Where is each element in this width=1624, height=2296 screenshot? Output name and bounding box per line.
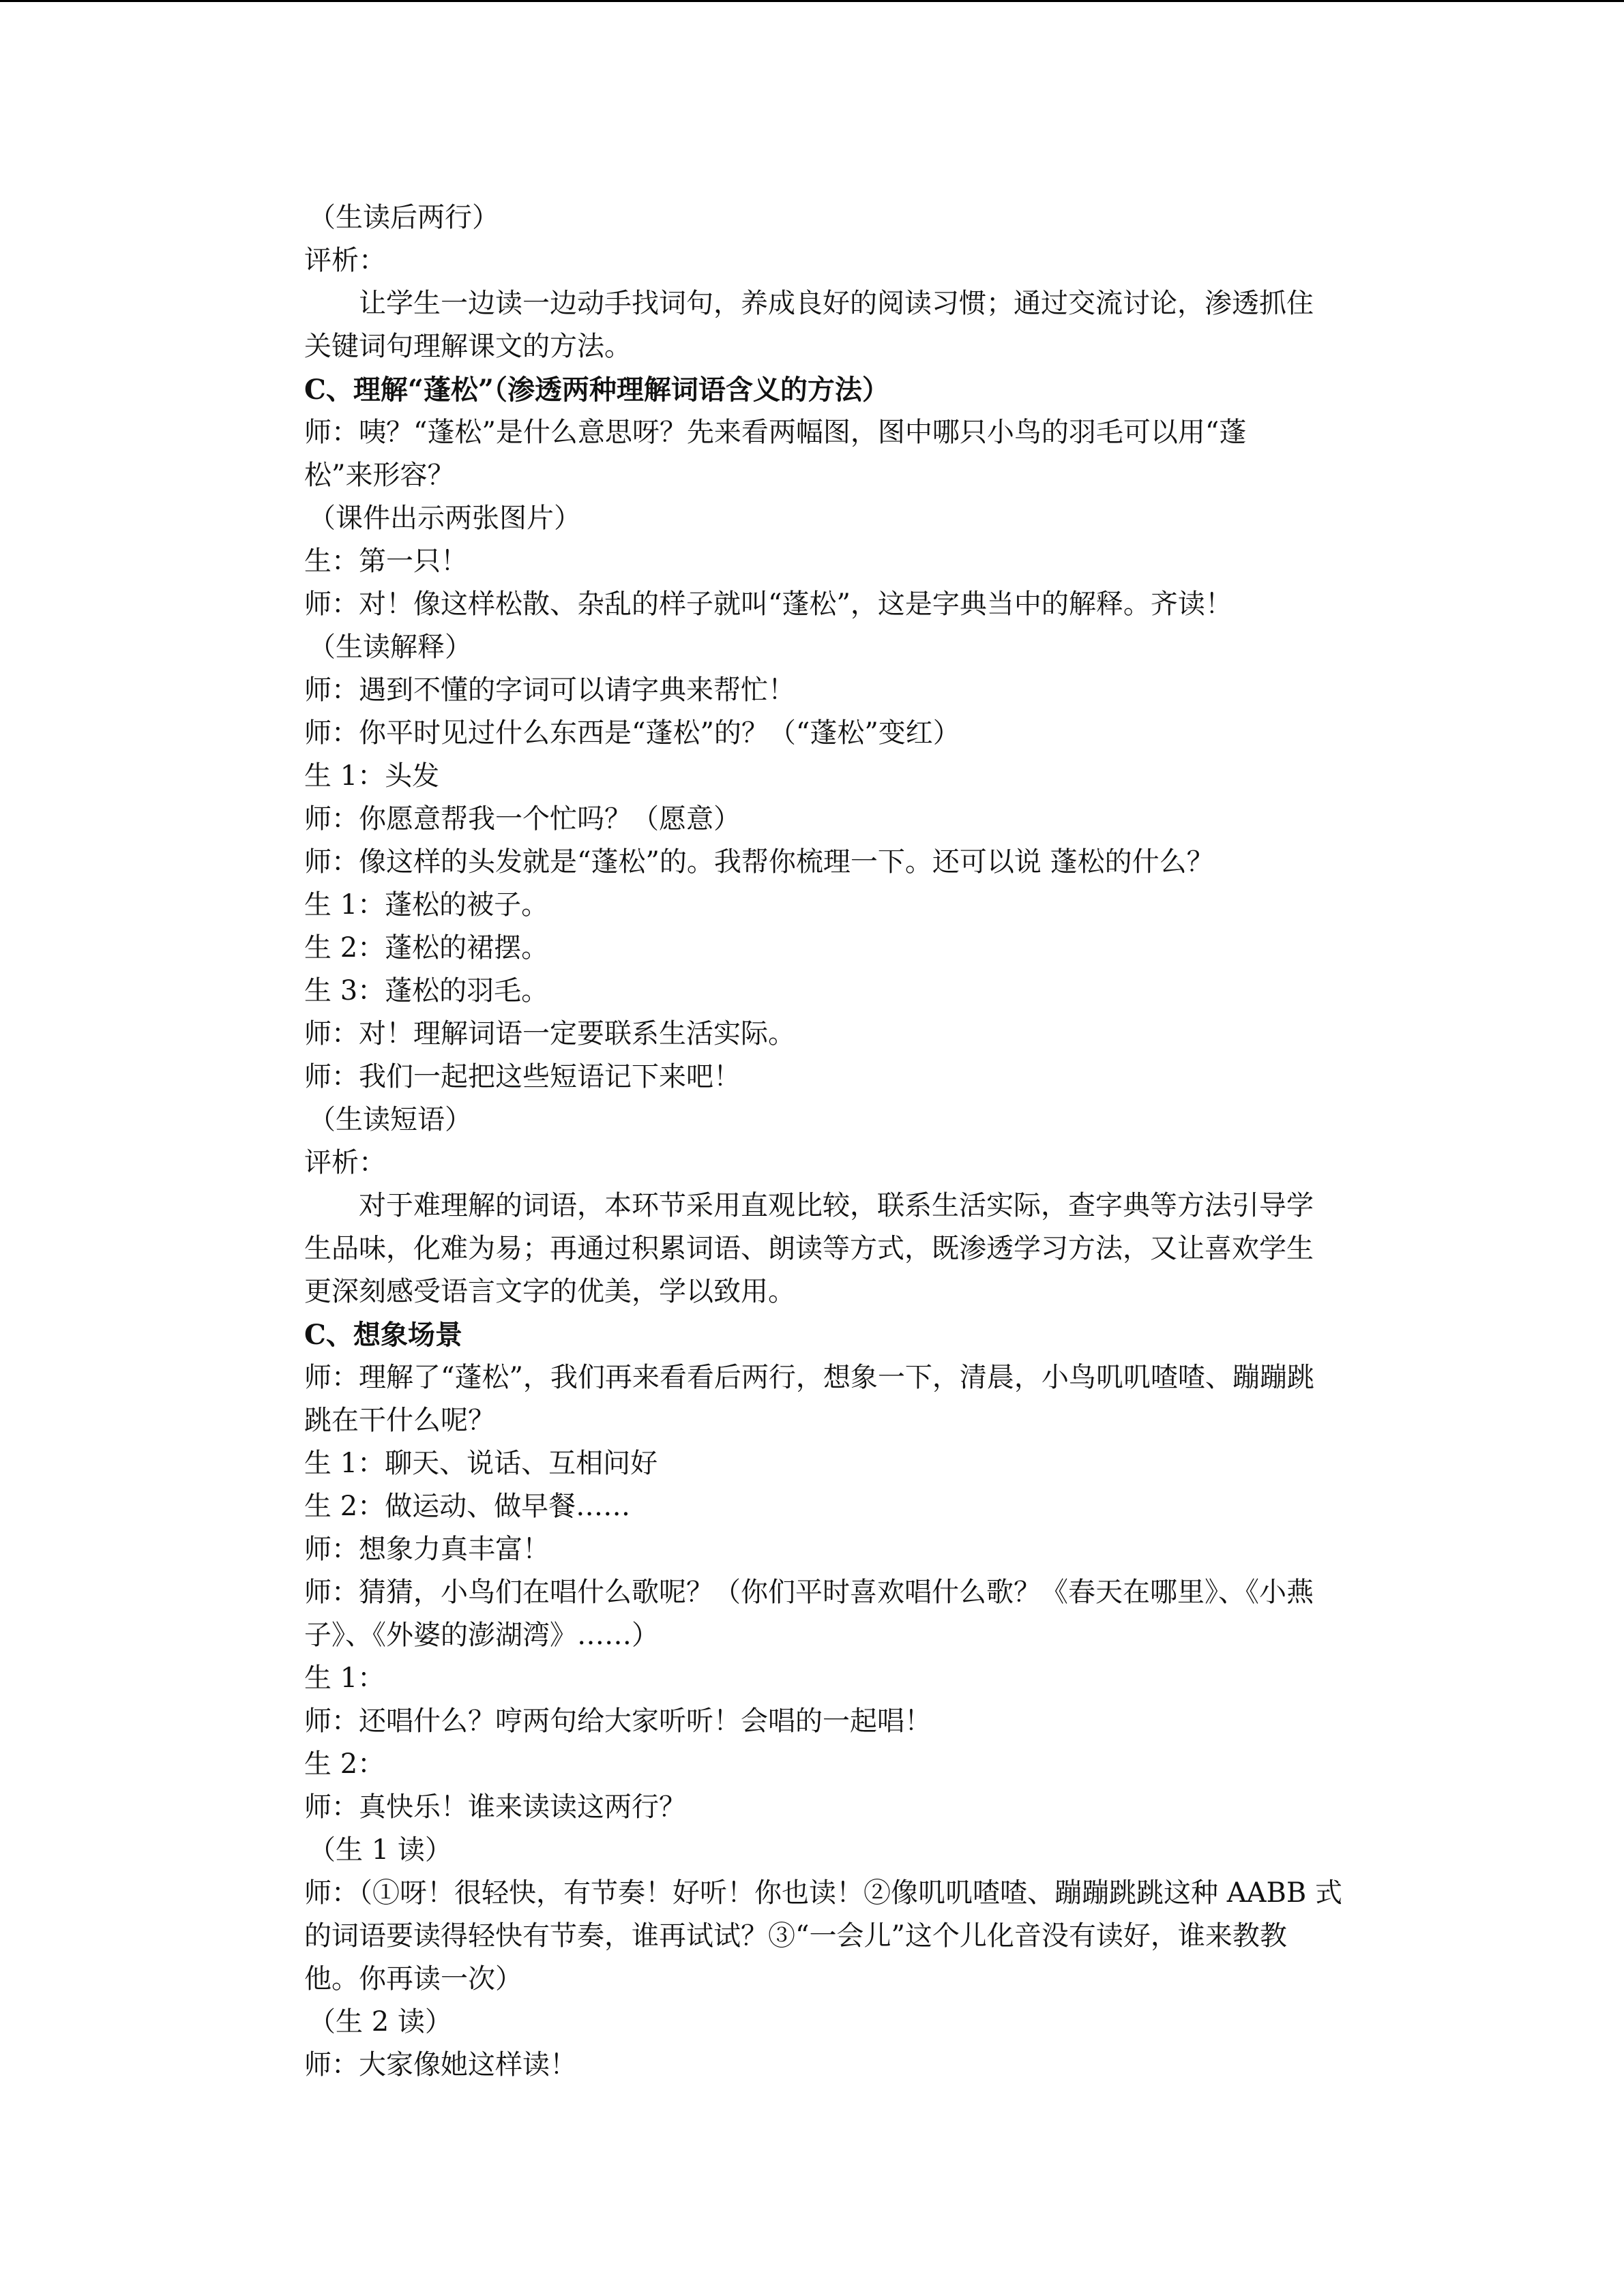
text-line: 师：我们一起把这些短语记下来吧！ [304,1061,741,1092]
text-line: 师：大家像她这样读！ [304,2049,577,2081]
text-line: 让学生一边读一边动手找词句，养成良好的阅读习惯；通过交流讨论，渗透抓住 [359,288,1314,319]
text-line: 师：（①呀！很轻快，有节奏！好听！你也读！②像叽叽喳喳、蹦蹦跳跳这种 AABB 式 [304,1877,1342,1909]
text-line: （生读解释） [308,631,472,663]
text-line: 生 1：聊天、说话、互相问好 [304,1448,658,1479]
text-line: 评析： [304,1147,386,1178]
text-line: 师：像这样的头发就是“蓬松”的。我帮你梳理一下。还可以说 蓬松的什么？ [304,846,1214,878]
text-line: 师：想象力真丰富！ [304,1534,550,1565]
page-top-border [0,0,1624,2]
text-line: 师：理解了“蓬松”，我们再来看看后两行，想象一下，清晨，小鸟叽叽喳喳、蹦蹦跳 [304,1362,1314,1393]
text-line: 师：你平时见过什么东西是“蓬松”的？（“蓬松”变红） [304,717,960,749]
text-line: 子》、《外婆的澎湖湾》……） [304,1620,659,1651]
text-line: 生 1：蓬松的被子。 [304,889,549,921]
text-line: 生 2：蓬松的裙摆。 [304,932,549,964]
text-line: 师：真快乐！谁来读读这两行？ [304,1791,686,1823]
text-line: 更深刻感受语言文字的优美，学以致用。 [304,1276,795,1307]
text-line: （生 1 读） [308,1834,452,1866]
text-line: 师：还唱什么？哼两句给大家听听！会唱的一起唱！ [304,1705,932,1737]
document-body [304,196,1382,2087]
text-line: 生 1：头发 [304,760,440,792]
text-line: 师：猜猜，小鸟们在唱什么歌呢？（你们平时喜欢唱什么歌？《春天在哪里》、《小燕 [304,1577,1314,1608]
text-line: 生 2：做运动、做早餐…… [304,1491,631,1522]
text-line: 师：对！理解词语一定要联系生活实际。 [304,1018,795,1049]
text-line: 师：咦？“蓬松”是什么意思呀？先来看两幅图，图中哪只小鸟的羽毛可以用“蓬 [304,417,1247,448]
text-line: 他。你再读一次） [304,1963,522,1995]
text-line: （课件出示两张图片） [308,503,581,534]
text-line: 师：遇到不懂的字词可以请字典来帮忙！ [304,674,795,706]
text-line: 松”来形容？ [304,460,455,491]
text-line: 跳在干什么呢？ [304,1405,495,1436]
text-line: 关键词句理解课文的方法。 [304,331,632,362]
text-line: 生：第一只！ [304,546,468,577]
text-line: 师：你愿意帮我一个忙吗？（愿意） [304,803,741,835]
section-heading: C、理解“蓬松”（渗透两种理解词语含义的方法） [304,374,889,406]
section-heading: C、想象场景 [304,1319,462,1351]
text-line: （生读后两行） [308,202,499,233]
text-line: 生 2： [304,1748,385,1780]
text-line: （生 2 读） [308,2006,452,2038]
text-line: （生读短语） [308,1104,472,1135]
text-line: 评析： [304,245,386,276]
text-line: 生品味，化难为易；再通过积累词语、朗读等方式，既渗透学习方法，又让喜欢学生 [304,1233,1314,1264]
text-line: 对于难理解的词语，本环节采用直观比较，联系生活实际，查字典等方法引导学 [359,1190,1314,1221]
text-line: 师：对！像这样松散、杂乱的样子就叫“蓬松”，这是字典当中的解释。齐读！ [304,588,1232,620]
text-line: 生 1： [304,1663,385,1694]
text-line: 生 3：蓬松的羽毛。 [304,975,549,1007]
text-line: 的词语要读得轻快有节奏，谁再试试？③“一会儿”这个儿化音没有读好，谁来教教 [304,1920,1287,1952]
